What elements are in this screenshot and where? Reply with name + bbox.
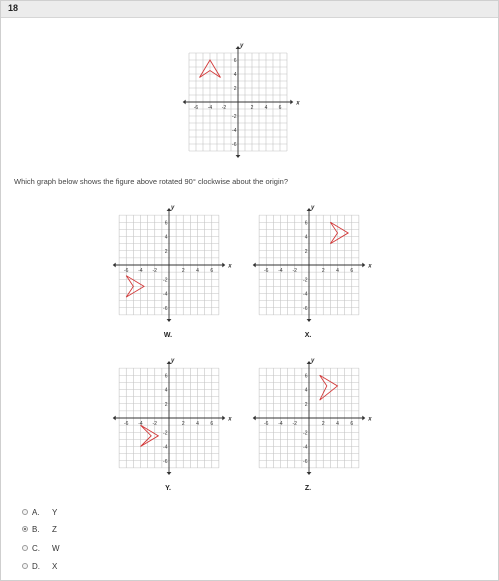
y-tick-label: -4	[163, 444, 168, 451]
y-axis-arrow-down	[167, 472, 172, 475]
x-tick-label: -6	[264, 421, 269, 427]
x-axis-label: x	[228, 263, 232, 270]
choice-d-letter: D.	[32, 561, 40, 571]
y-tick-label: 6	[304, 373, 308, 380]
graph-z	[240, 353, 378, 483]
x-axis-arrow-left	[253, 416, 256, 421]
choice-b-letter: B.	[32, 524, 40, 534]
y-tick-label: 2	[304, 248, 308, 255]
x-tick-label: 2	[250, 105, 254, 111]
x-tick-label: -2	[152, 421, 157, 427]
graph-z-label: Z.	[304, 485, 312, 492]
x-tick-label: 4	[336, 268, 339, 274]
x-tick-label: 6	[210, 268, 214, 274]
x-axis-arrow-right	[222, 263, 225, 268]
radio-c[interactable]	[22, 545, 28, 551]
x-axis-arrow-left	[113, 416, 116, 421]
y-tick-label: -2	[303, 430, 308, 437]
x-tick-label: 6	[278, 105, 282, 111]
x-tick-label: 4	[196, 268, 199, 274]
question-header	[1, 1, 498, 18]
x-tick-label: -6	[124, 421, 129, 427]
y-tick-label: 4	[304, 234, 308, 241]
y-axis-label: y	[240, 43, 244, 49]
x-tick-label: 4	[196, 421, 199, 427]
y-tick-label: 6	[304, 220, 308, 227]
choice-c[interactable]	[22, 542, 60, 554]
y-tick-label: 4	[164, 234, 168, 241]
y-tick-label: 2	[164, 401, 168, 408]
x-tick-label: 6	[210, 421, 214, 427]
y-tick-label: 4	[164, 387, 168, 394]
y-tick-label: -6	[303, 458, 308, 465]
x-tick-label: 4	[264, 105, 268, 111]
x-tick-label: 6	[350, 421, 354, 427]
y-tick-label: 6	[233, 58, 237, 64]
choice-a-value: Y	[52, 507, 58, 517]
y-tick-label: 4	[233, 72, 237, 78]
x-axis-label: x	[368, 416, 372, 423]
x-tick-label: -2	[221, 105, 227, 111]
x-tick-label: -4	[278, 268, 283, 274]
choice-b-value: Z	[52, 524, 57, 534]
y-tick-label: -2	[163, 277, 168, 284]
y-tick-label: -4	[303, 291, 308, 298]
y-tick-label: -4	[303, 444, 308, 451]
question-number: 18	[8, 3, 19, 13]
y-axis-label: y	[311, 205, 315, 211]
x-axis-arrow-left	[113, 263, 116, 268]
x-tick-label: -2	[292, 268, 297, 274]
y-axis-arrow-down	[236, 155, 241, 158]
choice-d-value: X	[52, 561, 58, 571]
x-axis-label: x	[368, 263, 372, 270]
graph-x-label: X.	[304, 332, 312, 339]
choice-c-letter: C.	[32, 543, 40, 553]
figure-shape	[141, 425, 159, 446]
x-axis-arrow-right	[362, 263, 365, 268]
y-axis-label: y	[311, 358, 315, 364]
x-axis-arrow-right	[290, 100, 293, 105]
x-tick-label: 2	[181, 421, 185, 427]
choice-c-value: W	[52, 543, 60, 553]
x-axis-label: x	[228, 416, 232, 423]
question-prompt: Which graph below shows the figure above rotated 90° clockwise about the origin?	[14, 177, 288, 186]
radio-b[interactable]	[22, 526, 28, 532]
y-tick-label: -6	[163, 305, 168, 312]
y-axis-arrow-down	[307, 319, 312, 322]
y-tick-label: -2	[163, 430, 168, 437]
choice-d[interactable]	[22, 560, 57, 572]
y-tick-label: -6	[163, 458, 168, 465]
x-tick-label: -4	[138, 268, 143, 274]
radio-a[interactable]	[22, 509, 28, 515]
x-tick-label: 2	[321, 421, 325, 427]
y-tick-label: 2	[164, 248, 168, 255]
choice-a[interactable]	[22, 506, 57, 518]
y-tick-label: -4	[163, 291, 168, 298]
x-tick-label: -6	[264, 268, 269, 274]
y-axis-arrow-down	[307, 472, 312, 475]
graph-w-label: W.	[163, 332, 173, 339]
x-tick-label: -2	[152, 268, 157, 274]
choice-b[interactable]	[22, 523, 57, 535]
y-tick-label: -6	[303, 305, 308, 312]
x-axis-arrow-right	[222, 416, 225, 421]
x-tick-label: -4	[138, 421, 143, 427]
y-tick-label: 4	[304, 387, 308, 394]
graph-w	[100, 200, 238, 330]
radio-d[interactable]	[22, 563, 28, 569]
y-tick-label: 2	[304, 401, 308, 408]
choice-a-letter: A.	[32, 507, 40, 517]
figure-shape	[330, 222, 348, 243]
y-tick-label: -4	[232, 128, 237, 134]
y-axis-label: y	[171, 358, 175, 364]
x-axis-arrow-left	[253, 263, 256, 268]
graph-original	[170, 38, 306, 166]
y-tick-label: 2	[233, 86, 237, 92]
y-tick-label: -6	[232, 142, 237, 148]
x-tick-label: 4	[336, 421, 339, 427]
y-axis-arrow-down	[167, 319, 172, 322]
x-tick-label: -6	[124, 268, 129, 274]
y-axis-label: y	[171, 205, 175, 211]
y-tick-label: -2	[303, 277, 308, 284]
x-axis-label: x	[296, 100, 300, 107]
graph-y-label: Y.	[165, 485, 171, 492]
graph-y	[100, 353, 238, 483]
y-tick-label: 6	[164, 373, 168, 380]
y-tick-label: -2	[232, 114, 237, 120]
x-tick-label: 2	[321, 268, 325, 274]
y-tick-label: 6	[164, 220, 168, 227]
x-tick-label: -6	[193, 105, 199, 111]
x-tick-label: 2	[181, 268, 185, 274]
x-tick-label: -4	[207, 105, 213, 111]
x-tick-label: 6	[350, 268, 354, 274]
x-axis-arrow-right	[362, 416, 365, 421]
x-tick-label: -2	[292, 421, 297, 427]
x-tick-label: -4	[278, 421, 283, 427]
x-axis-arrow-left	[183, 100, 186, 105]
graph-x	[240, 200, 378, 330]
